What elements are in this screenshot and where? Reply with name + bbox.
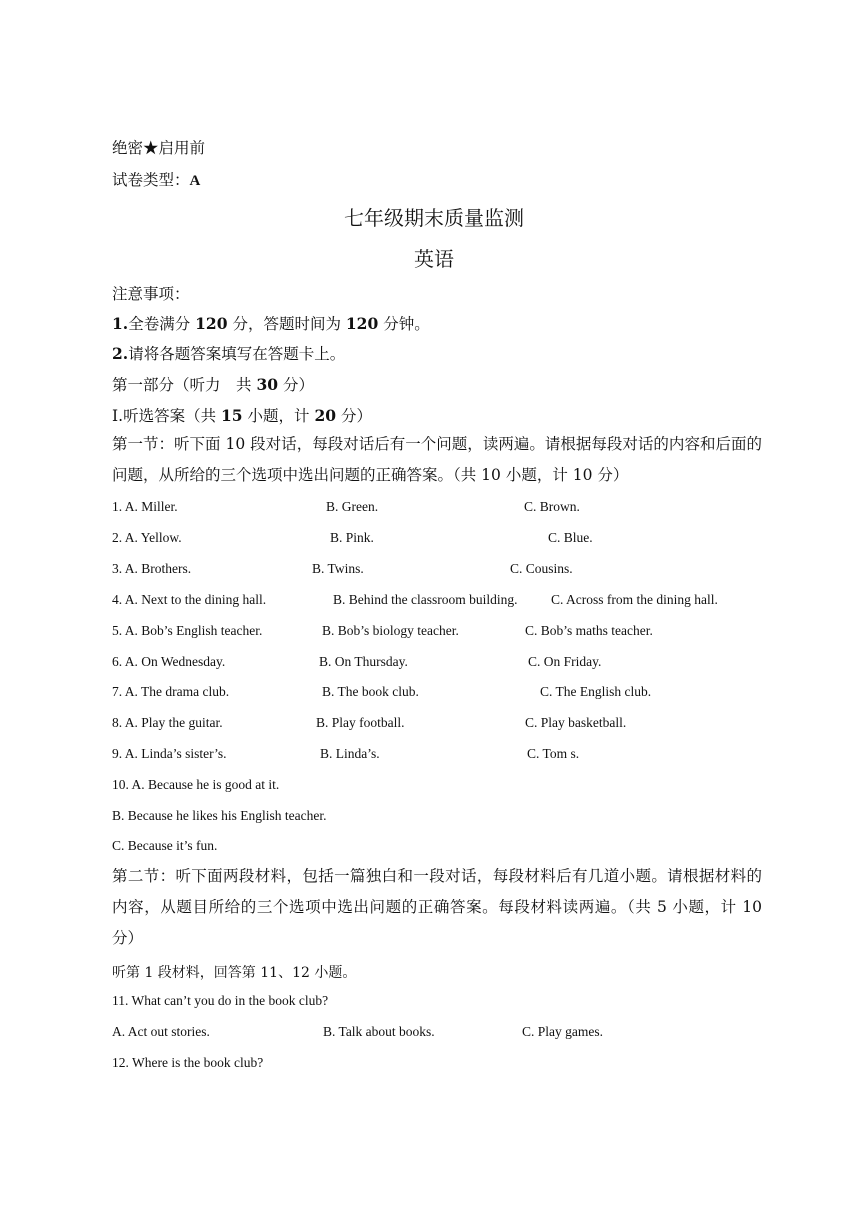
q8-option-a: 8. A. Play the guitar. <box>112 715 223 730</box>
note-1-text-b: 分，答题时间为 <box>232 315 341 333</box>
paper-type-label: 试卷类型： <box>112 171 190 189</box>
q2-option-b: B. Pink. <box>330 530 374 545</box>
q5-option-b: B. Bob’s biology teacher. <box>322 623 459 638</box>
note-1 <box>112 312 430 334</box>
part1-score: 30 <box>256 375 279 394</box>
section1-score: 20 <box>314 406 337 425</box>
q6-option-a: 6. A. On Wednesday. <box>112 654 226 669</box>
section1-heading <box>112 404 372 426</box>
part1-heading <box>112 373 314 395</box>
part1-heading-c: 分） <box>282 376 314 394</box>
section1-text-c: 分） <box>341 407 373 425</box>
section1-text-b: 小题，计 <box>247 407 310 425</box>
q4-option-c: C. Across from the dining hall. <box>551 592 718 607</box>
page-title: 七年级期末质量监测 <box>344 206 524 230</box>
paper-type <box>112 168 200 190</box>
note-2 <box>112 342 345 364</box>
q1-option-c: C. Brown. <box>524 499 580 514</box>
q11-option-a: A. Act out stories. <box>112 1024 210 1039</box>
q3-option-c: C. Cousins. <box>510 561 573 576</box>
sub1-instructions: 第一节：听下面 10 段对话，每段对话后有一个问题，读两遍。请根据每段对话的内容和后面的问题，从所给的三个选项中选出问题的正确答案。（共 10 小题，计 10 分） <box>112 435 762 484</box>
notes-heading: 注意事项： <box>112 285 190 303</box>
note-1-num: 1. <box>112 314 129 333</box>
sub2-instructions: 第二节：听下面两段材料，包括一篇独白和一段对话，每段材料后有几道小题。请根据材料的内容，从题目所给的三个选项中选出问题的正确答案。每段材料读两遍。（共 5 小题，计 10 分） <box>112 867 762 947</box>
q8-option-c: C. Play basketball. <box>525 715 627 730</box>
q7-option-a: 7. A. The drama club. <box>112 684 230 699</box>
note-1-time: 120 <box>345 314 379 333</box>
q5-option-a: 5. A. Bob’s English teacher. <box>112 623 263 638</box>
q10-option-a: 10. A. Because he is good at it. <box>112 777 280 792</box>
q6-option-c: C. On Friday. <box>528 654 602 669</box>
note-1-text-a: 全卷满分 <box>128 315 191 333</box>
q9-option-b: B. Linda’s. <box>320 746 380 761</box>
section1-num: Ⅰ. <box>112 407 124 425</box>
q6-option-b: B. On Thursday. <box>319 654 408 669</box>
q2-option-c: C. Blue. <box>548 530 593 545</box>
q1-option-a: 1. A. Miller. <box>112 499 178 514</box>
q4-option-a: 4. A. Next to the dining hall. <box>112 592 267 607</box>
q11-question: 11. What can’t you do in the book club? <box>112 993 329 1008</box>
note-2-text: 请将各题答案填写在答题卡上。 <box>128 345 346 363</box>
q11-option-c: C. Play games. <box>522 1024 603 1039</box>
note-2-num: 2. <box>112 344 129 363</box>
q7-option-c: C. The English club. <box>540 684 652 699</box>
note-1-text-c: 分钟。 <box>383 315 430 333</box>
material1-heading: 听第 1 段材料，回答第 11、12 小题。 <box>112 965 357 981</box>
secret-label: 绝密★启用前 <box>112 139 206 157</box>
paper-type-value: A <box>189 173 201 189</box>
q4-option-b: B. Behind the classroom building. <box>333 592 518 607</box>
q1-option-b: B. Green. <box>326 499 379 514</box>
q10-option-c: C. Because it’s fun. <box>112 838 218 853</box>
q10-option-b: B. Because he likes his English teacher. <box>112 808 327 823</box>
q2-option-a: 2. A. Yellow. <box>112 530 182 545</box>
q9-option-c: C. Tom s. <box>527 746 580 761</box>
q3-option-a: 3. A. Brothers. <box>112 561 192 576</box>
subject-title: 英语 <box>414 247 454 271</box>
section1-count: 15 <box>221 406 243 425</box>
part1-heading-a: 第一部分（听力 共 <box>112 376 252 394</box>
note-1-score: 120 <box>195 314 228 333</box>
section1-text-a: 听选答案（共 <box>123 407 217 425</box>
q11-option-b: B. Talk about books. <box>323 1024 435 1039</box>
q3-option-b: B. Twins. <box>312 561 364 576</box>
q7-option-b: B. The book club. <box>322 684 419 699</box>
q9-option-a: 9. A. Linda’s sister’s. <box>112 746 227 761</box>
q5-option-c: C. Bob’s maths teacher. <box>525 623 653 638</box>
q8-option-b: B. Play football. <box>316 715 405 730</box>
q12-question: 12. Where is the book club? <box>112 1055 264 1070</box>
